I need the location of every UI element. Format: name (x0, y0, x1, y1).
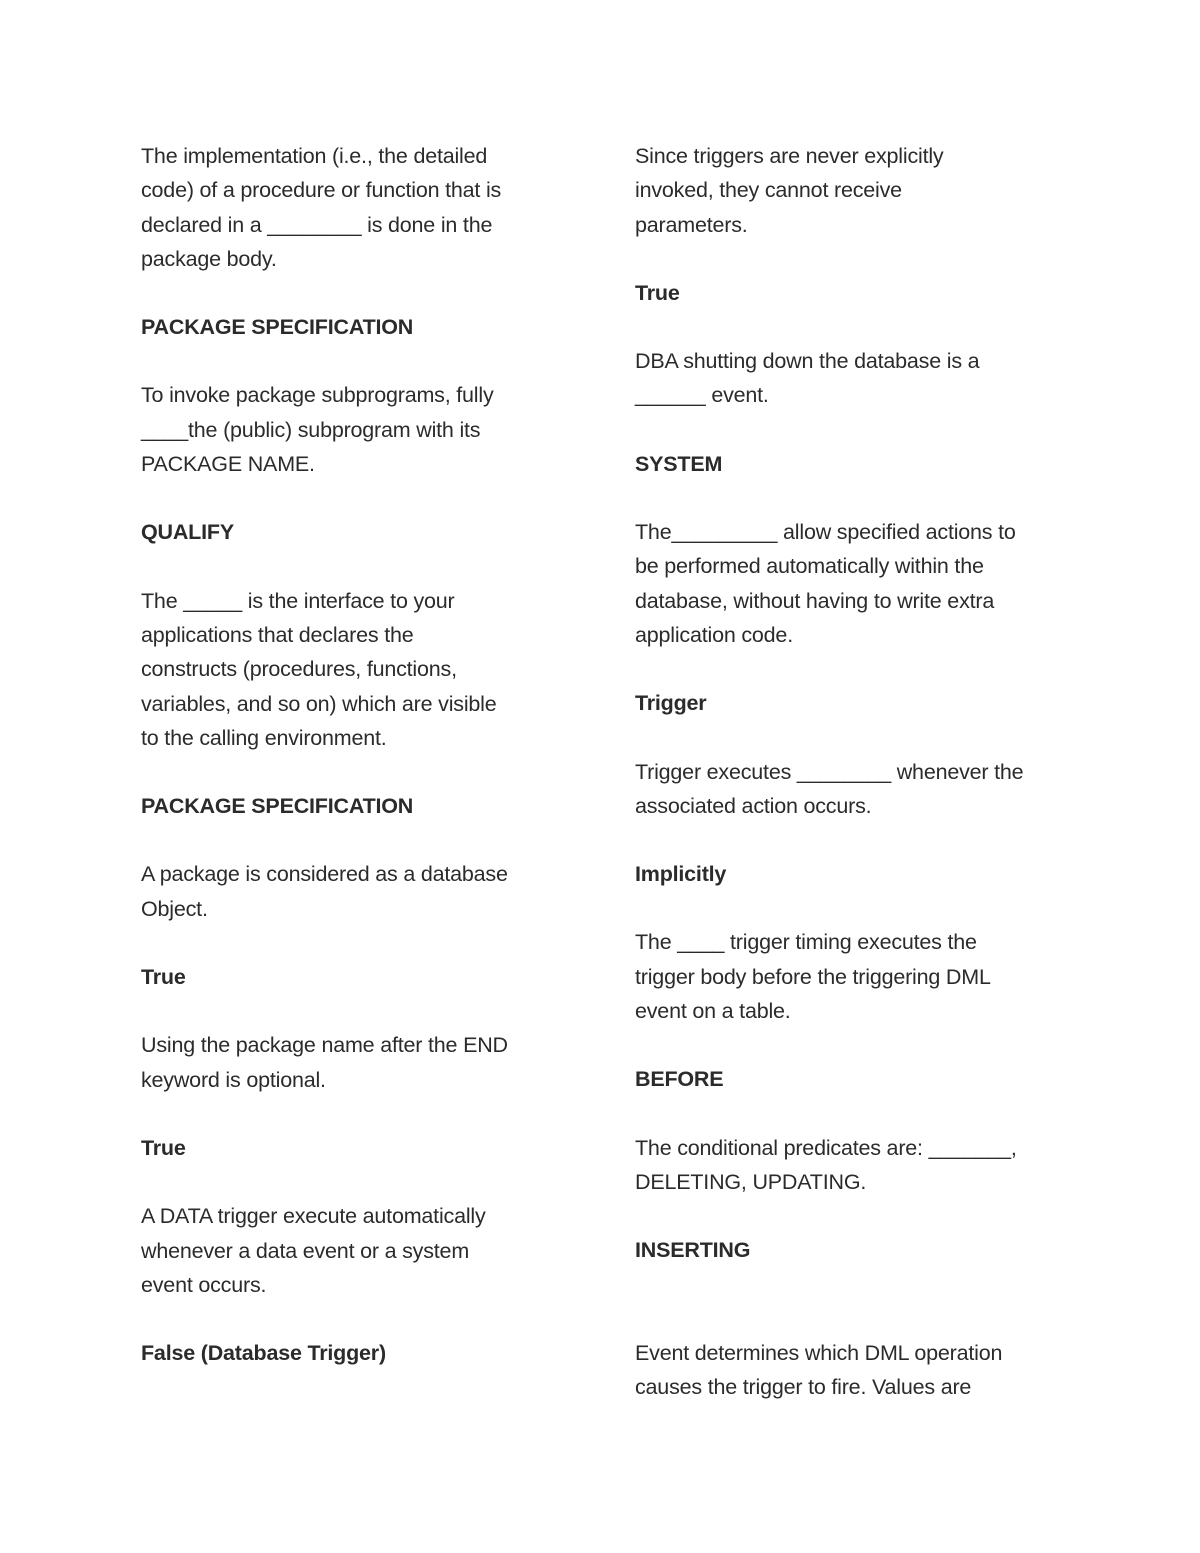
question-text: The conditional predicates are: _______, DELETING, UPDATING. (635, 1135, 1017, 1194)
answer-text: Implicitly (635, 862, 727, 887)
question-text: A DATA trigger execute automatically whenever a data event or a system event occurs. (141, 1204, 486, 1297)
question-text: Event determines which DML operation causes the trigger to fire. Values are (635, 1340, 1003, 1399)
question-text: Trigger executes ________ whenever the associated action occurs. (635, 759, 1024, 818)
answer-text: True (635, 280, 680, 305)
question-text: Since triggers are never explicitly invoked, they cannot receive parameters. (635, 144, 944, 237)
question-text: The ____ trigger timing executes the trigger body before the triggering DML event on a table. (635, 930, 991, 1024)
answer-text: True (141, 1135, 186, 1160)
answer-text: SYSTEM (635, 451, 723, 476)
answer-text: INSERTING (635, 1238, 751, 1263)
question-text: The implementation (i.e., the detailed code) of a procedure or function that is declared in a ________ is done in the package body. (141, 144, 502, 271)
left-column (141, 139, 571, 1404)
question-text: The_________ allow specified actions to be performed automatically within the database, without having to write extra application code. (635, 520, 1016, 647)
blank-gap (635, 1302, 1075, 1336)
answer-text: True (141, 965, 186, 990)
question-text: DBA shutting down the database is a ______ event. (635, 349, 980, 408)
answer-text: BEFORE (635, 1067, 724, 1092)
question-text: A package is considered as a database Object. (141, 862, 508, 921)
question-text: The _____ is the interface to your applications that declares the constructs (procedures, functions, variables, and so on) which are visible to the calling environment. (141, 588, 497, 750)
question-text: To invoke package subprograms, fully ____the (public) subprogram with its PACKAGE NAME. (141, 383, 494, 477)
right-column (635, 139, 1075, 1438)
answer-text: QUALIFY (141, 520, 234, 545)
answer-text: Trigger (635, 691, 707, 716)
answer-text: PACKAGE SPECIFICATION (141, 315, 414, 340)
question-text: Using the package name after the END keyword is optional. (141, 1033, 508, 1092)
answer-text: False (Database Trigger) (141, 1341, 386, 1366)
answer-text: PACKAGE SPECIFICATION (141, 794, 414, 819)
